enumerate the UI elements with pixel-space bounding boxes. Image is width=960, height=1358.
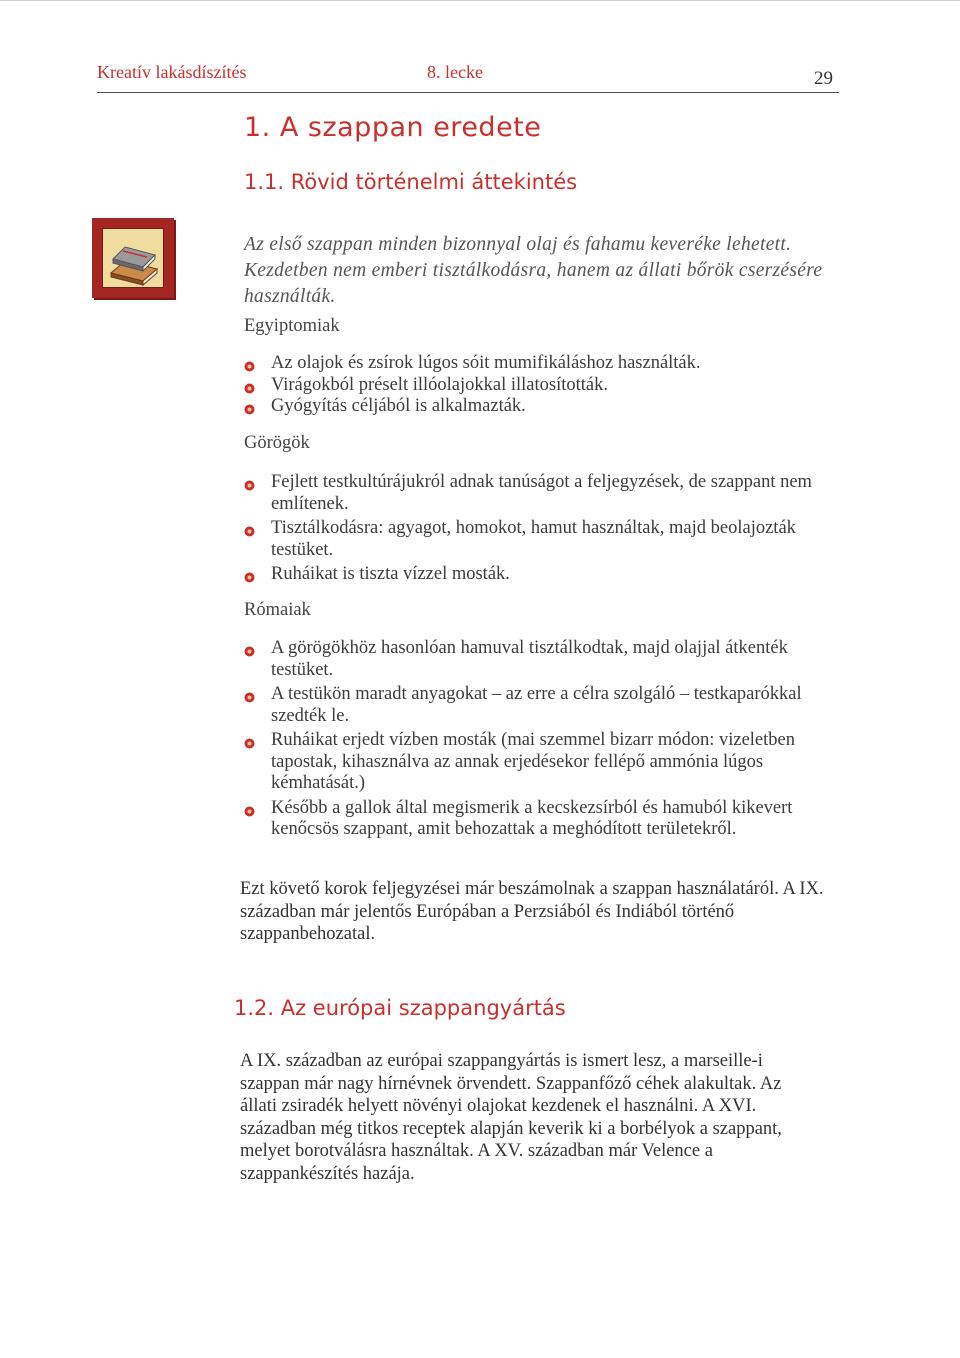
list-item [244, 518, 814, 561]
list-item [244, 684, 814, 727]
list-item-text: Később a gallok által megismerik a kecskezsírból és hamuból kikevert kenőcsös szappant, amit behozattak a meghódított területekről. [271, 797, 793, 839]
header-lesson: 8. lecke [427, 62, 483, 82]
flower-bullet-icon [244, 802, 255, 813]
european-paragraph: A IX. században az európai szappangyártás is ismert lesz, a marseille-i szappan már nagy hírnévnek örvendett. Szappanfőző céhek alakultak. Az állati zsiradék helyett növényi olajokat kezdenek el használni. A XVI. században még titkos receptek alapján keverik ki a borbélyok a szappant, melyet borotválásra használtak. A XV. században már Velence a szappankészítés hazája. [240, 1051, 782, 1184]
list-item [244, 375, 824, 397]
list-item [244, 353, 824, 375]
list-gorogok [244, 472, 814, 586]
section-title-1-1: 1.1. Rövid történelmi áttekintés [244, 170, 578, 194]
list-item [244, 396, 824, 418]
section-label-gorogok: Görögök [244, 433, 310, 453]
flower-bullet-icon [244, 379, 255, 390]
list-item [244, 798, 814, 841]
list-item-text: A testükön maradt anyagokat – az erre a célra szolgáló – testkaparókkal szedték le. [271, 684, 802, 726]
list-item [244, 638, 814, 681]
list-item [244, 564, 814, 586]
list-item-text: Ruháikat erjedt vízben mosták (mai szemmel bizarr módon: vizeletben tapostak, kihasználva az annak erjedésekor fellépő ammónia lúgos kémhatását.) [271, 730, 795, 793]
book-stack-icon [102, 228, 164, 288]
flower-bullet-icon [244, 642, 255, 653]
list-item-text: Gyógyítás céljából is alkalmazták. [271, 396, 526, 416]
flower-bullet-icon [244, 688, 255, 699]
list-romaiak [244, 638, 814, 841]
section-title-1-2: 1.2. Az európai szappangyártás [234, 996, 566, 1020]
book-icon-frame [92, 218, 174, 298]
list-item-text: A görögökhöz hasonlóan hamuval tisztálkodtak, majd olajjal átkenték testüket. [271, 638, 788, 680]
section-label-romaiak: Rómaiak [244, 600, 311, 620]
list-item-text: Fejlett testkultúrájukról adnak tanúságot a feljegyzések, de szappant nem említenek. [271, 472, 812, 514]
section-label-egyiptomiak: Egyiptomiak [244, 316, 340, 336]
flower-bullet-icon [244, 568, 255, 579]
list-item [244, 730, 814, 795]
list-item [244, 472, 814, 515]
list-egyiptomiak [244, 353, 824, 418]
list-item-text: Virágokból préselt illóolajokkal illatosították. [271, 374, 608, 395]
list-item-text: Tisztálkodásra: agyagot, homokot, hamut használtak, majd beolajozták testüket. [271, 518, 796, 560]
page-number: 29 [814, 68, 833, 89]
list-item-text: Az olajok és zsírok lúgos sóit mumifikáláshoz használták. [271, 353, 701, 373]
flower-bullet-icon [244, 734, 255, 745]
chapter-title: 1. A szappan eredete [244, 112, 542, 143]
flower-bullet-icon [244, 357, 255, 368]
history-paragraph: Ezt követő korok feljegyzései már beszámolnak a szappan használatáról. A IX. században már jelentős Európában a Perzsiából és Indiából történő szappanbehozatal. [240, 879, 824, 944]
flower-bullet-icon [244, 522, 255, 533]
header-book-title: Kreatív lakásdíszítés [97, 62, 247, 82]
flower-bullet-icon [244, 476, 255, 487]
intro-paragraph: Az első szappan minden bizonnyal olaj és fahamu keveréke lehetett. Kezdetben nem emberi tisztálkodásra, hanem az állati bőrök cserzésére használták. [244, 234, 823, 307]
top-rule [0, 0, 960, 9]
list-item-text: Ruháikat is tiszta vízzel mosták. [271, 564, 510, 584]
flower-bullet-icon [244, 400, 255, 411]
page-header [97, 62, 839, 93]
